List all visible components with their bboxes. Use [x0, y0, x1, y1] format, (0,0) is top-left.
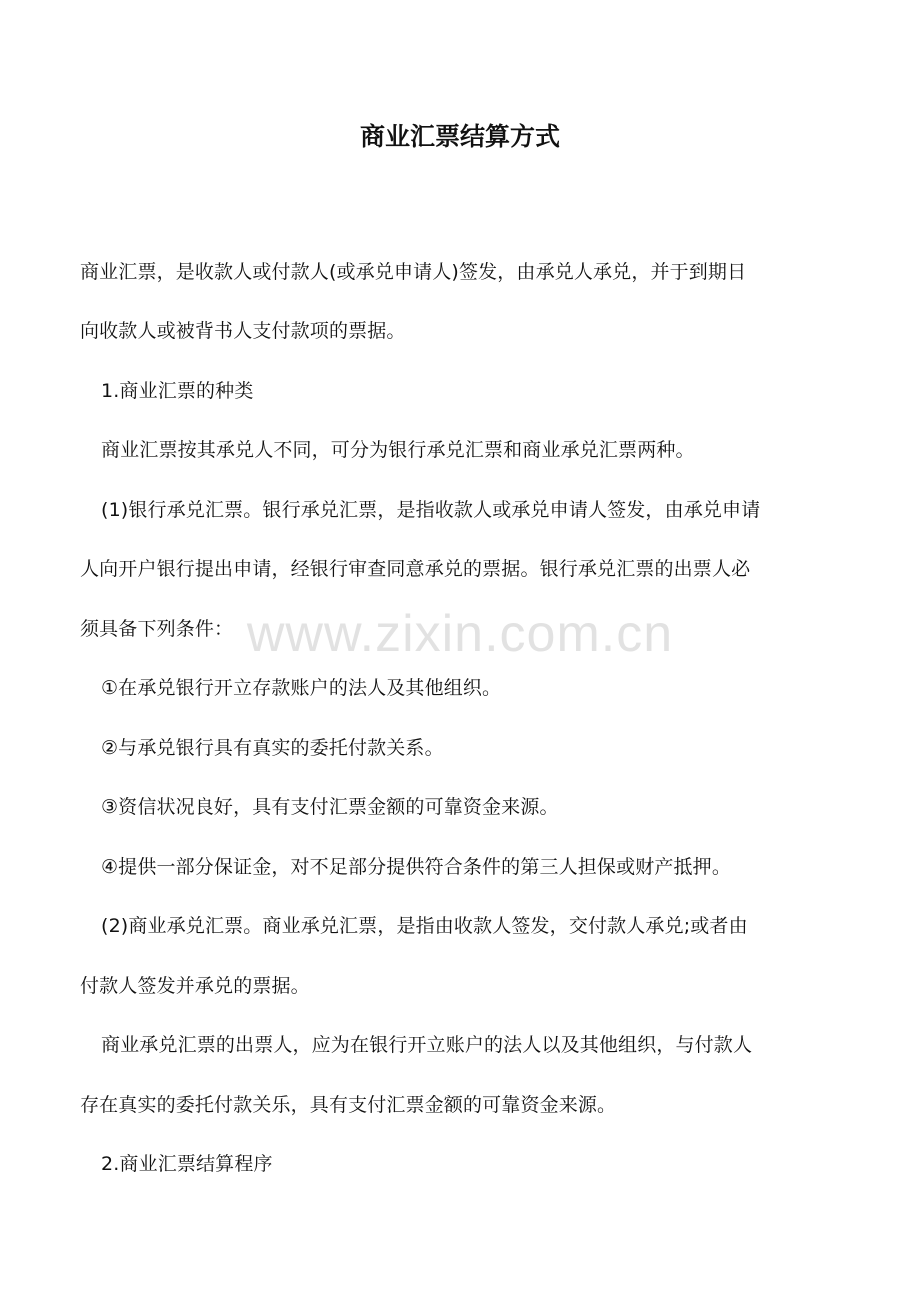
- section-heading: 2.商业汇票结算程序: [101, 1153, 273, 1175]
- paragraph-line: 存在真实的委托付款关乐，具有支付汇票金额的可靠资金来源。: [80, 1094, 617, 1116]
- paragraph-line: 须具备下列条件：: [80, 618, 234, 640]
- paragraph-line: 人向开户银行提出申请，经银行审查同意承兑的票据。银行承兑汇票的出票人必: [80, 558, 751, 580]
- list-item: ①在承兑银行开立存款账户的法人及其他组织。: [101, 677, 502, 699]
- paragraph-line: (2)商业承兑汇票。商业承兑汇票，是指由收款人签发，交付款人承兑;或者由: [101, 915, 748, 937]
- paragraph-line: 商业汇票，是收款人或付款人(或承兑申请人)签发，由承兑人承兑，并于到期日: [80, 261, 747, 283]
- list-item: ④提供一部分保证金，对不足部分提供符合条件的第三人担保或财产抵押。: [101, 856, 731, 878]
- page-title: 商业汇票结算方式: [359, 122, 560, 151]
- paragraph-line: (1)银行承兑汇票。银行承兑汇票，是指收款人或承兑申请人签发，由承兑申请: [101, 499, 761, 521]
- paragraph-line: 付款人签发并承兑的票据。: [80, 975, 310, 997]
- paragraph-line: 商业承兑汇票的出票人，应为在银行开立账户的法人以及其他组织，与付款人: [101, 1034, 753, 1056]
- list-item: ②与承兑银行具有真实的委托付款关系。: [101, 737, 444, 759]
- list-item: ③资信状况良好，具有支付汇票金额的可靠资金来源。: [101, 796, 559, 818]
- watermark-text: www.zixin.com.cn: [246, 605, 674, 663]
- paragraph-line: 向收款人或被背书人支付款项的票据。: [80, 320, 406, 342]
- paragraph-line: 商业汇票按其承兑人不同，可分为银行承兑汇票和商业承兑汇票两种。: [101, 439, 695, 461]
- section-heading: 1.商业汇票的种类: [101, 380, 254, 402]
